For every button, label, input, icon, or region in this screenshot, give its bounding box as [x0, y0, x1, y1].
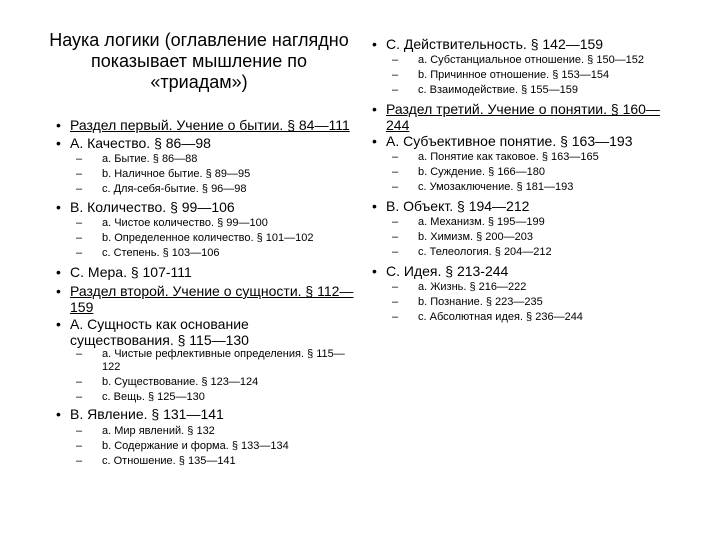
- dash-icon: –: [392, 216, 399, 228]
- sub-list-item-text: b. Наличное бытие. § 89—95: [102, 168, 251, 180]
- dash-icon: –: [76, 391, 83, 403]
- dash-icon: –: [76, 376, 83, 388]
- sub-list-item-text: a. Чистые рефлективные определения. § 115—122: [102, 348, 345, 373]
- sub-list-item-text: a. Чистое количество. § 99—100: [102, 217, 268, 229]
- dash-icon: –: [392, 181, 399, 193]
- dash-icon: –: [392, 84, 399, 96]
- sub-list-item-text: b. Определенное количество. § 101—102: [102, 232, 314, 244]
- sub-list-item-text: c. Степень. § 103—106: [102, 247, 220, 259]
- dash-icon: –: [392, 151, 399, 163]
- sub-list-item-text: c. Взаимодействие. § 155—159: [418, 84, 579, 96]
- list-item-text: A. Субъективное понятие. § 163—193: [386, 133, 633, 149]
- dash-icon: –: [392, 54, 399, 66]
- list-item-text: Раздел первый. Учение о бытии. § 84—111: [70, 117, 350, 133]
- dash-icon: –: [76, 247, 83, 259]
- sub-list-item-text: b. Причинное отношение. § 153—154: [418, 69, 610, 81]
- bullet-icon: •: [56, 283, 61, 299]
- dash-icon: –: [76, 232, 83, 244]
- list-item-text: Раздел второй. Учение о сущности. § 112—159: [70, 283, 354, 315]
- bullet-icon: •: [372, 133, 377, 149]
- sub-list-item-text: c. Отношение. § 135—141: [102, 455, 236, 467]
- sub-list-item-text: b. Познание. § 223—235: [418, 296, 543, 308]
- list-item-text: Раздел третий. Учение о понятии. § 160—244: [386, 101, 660, 133]
- sub-list-item-text: a. Понятие как таковое. § 163—165: [418, 151, 599, 163]
- dash-icon: –: [392, 246, 399, 258]
- dash-icon: –: [392, 311, 399, 323]
- bullet-icon: •: [56, 264, 61, 280]
- bullet-icon: •: [56, 117, 61, 133]
- bullet-icon: •: [56, 135, 61, 151]
- dash-icon: –: [392, 296, 399, 308]
- dash-icon: –: [392, 281, 399, 293]
- bullet-icon: •: [372, 36, 377, 52]
- list-item-text: A. Сущность как основание существования. § 115—130: [70, 316, 249, 348]
- sub-list-item-text: c. Телеология. § 204—212: [418, 246, 552, 258]
- dash-icon: –: [76, 348, 83, 360]
- sub-list-item-text: a. Бытие. § 86—88: [102, 153, 198, 165]
- sub-list-item-text: a. Механизм. § 195—199: [418, 216, 545, 228]
- bullet-icon: •: [372, 101, 377, 117]
- dash-icon: –: [76, 455, 83, 467]
- sub-list-item-text: c. Для-себя-бытие. § 96—98: [102, 183, 247, 195]
- list-item-text: C. Действительность. § 142—159: [386, 36, 604, 52]
- sub-list-item-text: b. Содержание и форма. § 133—134: [102, 440, 289, 452]
- sub-list-item-text: b. Существование. § 123—124: [102, 376, 259, 388]
- dash-icon: –: [392, 69, 399, 81]
- list-item-text: C. Идея. § 213-244: [386, 263, 509, 279]
- dash-icon: –: [392, 231, 399, 243]
- sub-list-item-text: c. Умозаключение. § 181—193: [418, 181, 574, 193]
- list-item-text: B. Явление. § 131—141: [70, 406, 224, 422]
- list-item-text: B. Количество. § 99—106: [70, 199, 235, 215]
- sub-list-item-text: c. Абсолютная идея. § 236—244: [418, 311, 583, 323]
- dash-icon: –: [76, 425, 83, 437]
- slide-title: Наука логики (оглавление наглядно показывает мышление по «триадам»): [49, 30, 349, 92]
- dash-icon: –: [76, 440, 83, 452]
- sub-list-item-text: c. Вещь. § 125—130: [102, 391, 205, 403]
- list-item-text: C. Мера. § 107-111: [70, 264, 192, 280]
- sub-list-item-text: a. Субстанциальное отношение. § 150—152: [418, 54, 645, 66]
- sub-list-item-text: a. Мир явлений. § 132: [102, 425, 215, 437]
- sub-list-item-text: b. Суждение. § 166—180: [418, 166, 546, 178]
- sub-list-item-text: b. Химизм. § 200—203: [418, 231, 534, 243]
- dash-icon: –: [76, 153, 83, 165]
- bullet-icon: •: [56, 316, 61, 332]
- list-item-text: B. Объект. § 194—212: [386, 198, 530, 214]
- dash-icon: –: [76, 217, 83, 229]
- bullet-icon: •: [56, 406, 61, 422]
- dash-icon: –: [76, 168, 83, 180]
- bullet-icon: •: [56, 199, 61, 215]
- dash-icon: –: [392, 166, 399, 178]
- bullet-icon: •: [372, 263, 377, 279]
- bullet-icon: •: [372, 198, 377, 214]
- dash-icon: –: [76, 183, 83, 195]
- list-item-text: А. Качество. § 86—98: [70, 135, 211, 151]
- sub-list-item-text: a. Жизнь. § 216—222: [418, 281, 527, 293]
